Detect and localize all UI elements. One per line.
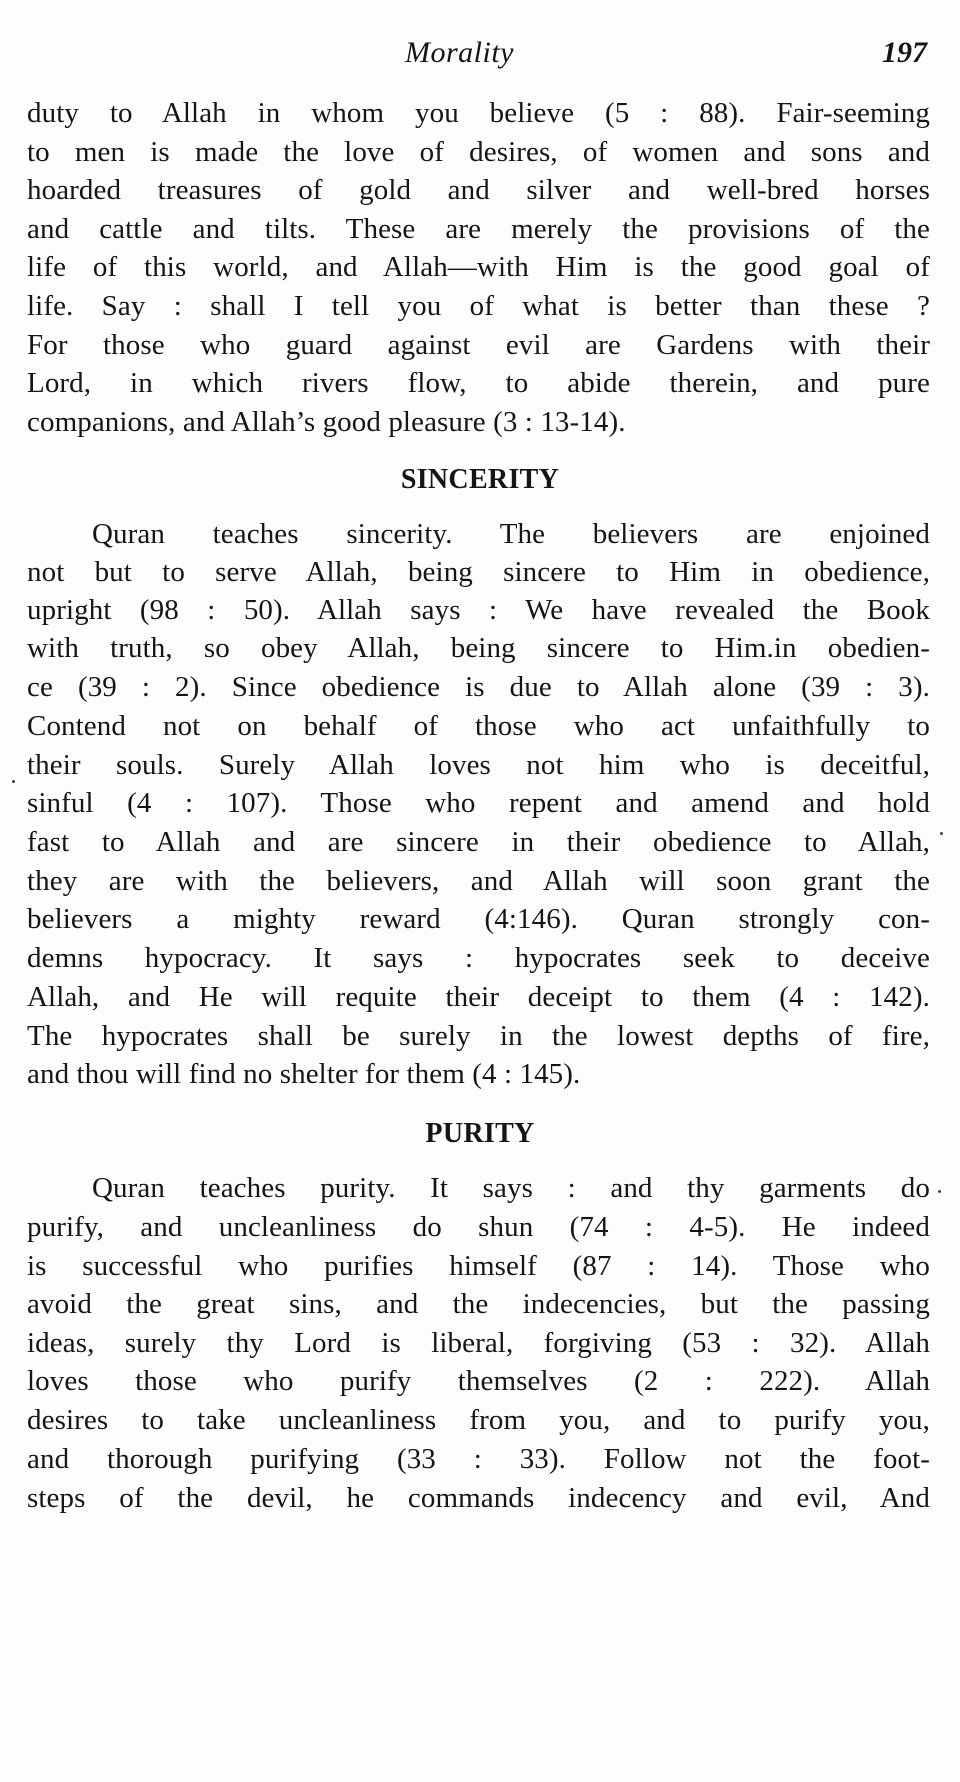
text-line: Allah, and He will requite their deceipt to them (4 : 142). (27, 981, 930, 1013)
text-line: believers a mighty reward (4:146). Quran strongly con- (27, 903, 930, 935)
text-line: desires to take uncleanliness from you, and to purify you, (27, 1404, 930, 1436)
text-line: life. Say : shall I tell you of what is better than these ? (27, 290, 930, 322)
text-line: For those who guard against evil are Gardens with their (27, 329, 930, 361)
text-line: ce (39 : 2). Since obedience is due to Allah alone (39 : 3). (27, 671, 930, 703)
text-line: and thorough purifying (33 : 33). Follow not the foot- (27, 1443, 930, 1475)
text-line: upright (98 : 50). Allah says : We have revealed the Book (27, 594, 930, 626)
text-line: The hypocrates shall be surely in the lowest depths of fire, (27, 1020, 930, 1052)
text-line: loves those who purify themselves (2 : 222). Allah (27, 1365, 930, 1397)
text-line: and thou will find no shelter for them (4 : 145). (27, 1058, 581, 1090)
text-line: duty to Allah in whom you believe (5 : 88). Fair-seeming (27, 97, 930, 129)
text-line: is successful who purifies himself (87 : 14). Those who (27, 1250, 930, 1282)
text-line: ideas, surely thy Lord is liberal, forgiving (53 : 32). Allah (27, 1327, 930, 1359)
text-line: steps of the devil, he commands indecency and evil, And (27, 1482, 930, 1514)
text-line: Quran teaches purity. It says : and thy garments do (92, 1172, 930, 1204)
text-line: Lord, in which rivers flow, to abide therein, and pure (27, 367, 930, 399)
text-line: demns hypocracy. It says : hypocrates seek to deceive (27, 942, 930, 974)
running-title: Morality (405, 36, 514, 69)
text-line: fast to Allah and are sincere in their obedience to Allah, (27, 826, 930, 858)
section-heading-purity: PURITY (425, 1118, 535, 1149)
text-line: companions, and Allah’s good pleasure (3 : 13-14). (27, 406, 626, 438)
section-heading-sincerity: SINCERITY (400, 464, 560, 495)
page-number: 197 (882, 36, 927, 69)
scan-speck (938, 1190, 941, 1193)
running-head (0, 36, 960, 76)
text-line: life of this world, and Allah—with Him is the good goal of (27, 251, 930, 283)
text-line: not but to serve Allah, being sincere to Him in obedience, (27, 556, 930, 588)
text-line: and cattle and tilts. These are merely the provisions of the (27, 213, 930, 245)
text-line: hoarded treasures of gold and silver and well-bred horses (27, 174, 930, 206)
text-line: to men is made the love of desires, of women and sons and (27, 136, 930, 168)
scan-speck (940, 832, 943, 835)
text-line: sinful (4 : 107). Those who repent and amend and hold (27, 787, 930, 819)
scan-speck (12, 780, 15, 783)
text-line: they are with the believers, and Allah will soon grant the (27, 865, 930, 897)
text-line: their souls. Surely Allah loves not him who is deceitful, (27, 749, 930, 781)
text-line: purify, and uncleanliness do shun (74 : 4-5). He indeed (27, 1211, 930, 1243)
text-line: avoid the great sins, and the indecencies, but the passing (27, 1288, 930, 1320)
text-line: Quran teaches sincerity. The believers are enjoined (92, 518, 930, 550)
text-line: Contend not on behalf of those who act unfaithfully to (27, 710, 930, 742)
text-line: with truth, so obey Allah, being sincere to Him.in obedien- (27, 632, 930, 664)
